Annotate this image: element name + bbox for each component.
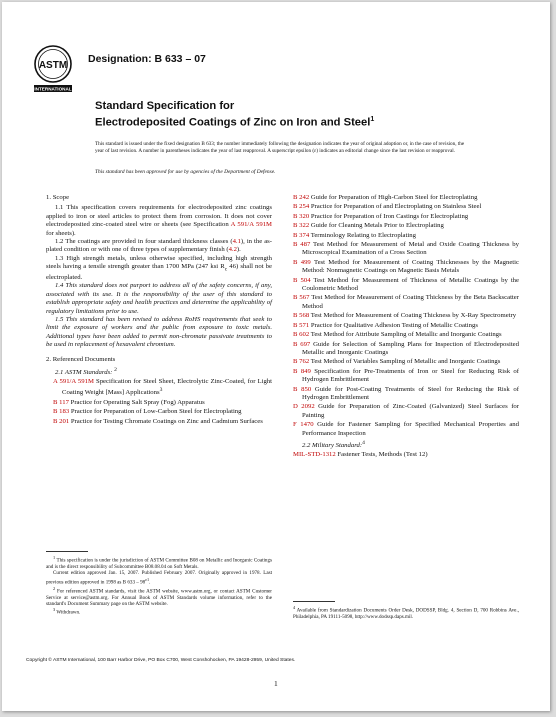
reference-item: F 1470 Guide for Fastener Sampling for Specified Mechanical Properties and Performance Inspection bbox=[293, 421, 519, 437]
reference-item: B 602 Test Method for Attribute Sampling of Metallic and Inorganic Coatings bbox=[293, 331, 502, 339]
page-title bbox=[95, 99, 515, 130]
reference-item: MIL-STD-1312 Fastener Tests, Methods (Test 12) bbox=[293, 450, 428, 458]
reference-link[interactable]: B 697 bbox=[293, 340, 311, 348]
reference-link[interactable]: B 849 bbox=[293, 367, 311, 375]
page-number: 1 bbox=[274, 679, 278, 688]
reference-item: B 320 Practice for Preparation of Iron Castings for Electroplating bbox=[293, 212, 469, 220]
reference-link[interactable]: B 374 bbox=[293, 231, 310, 239]
reference-item: B 849 Specification for Pre-Treatments of Iron or Steel for Reducing Risk of Hydrogen Embrittlement bbox=[293, 367, 519, 384]
reference-link[interactable]: D 2092 bbox=[293, 403, 315, 411]
footnote-1: $^1$ This specification is under the jurisdiction of ASTM Committee B08 on Metallic and Inorganic Coatings and is the direct responsibility of Subcommittee B08.08.04 on Soft Metals. bbox=[46, 555, 272, 570]
reference-item: B 322 Guide for Cleaning Metals Prior to Electroplating bbox=[293, 222, 444, 230]
svg-text:ASTM: ASTM bbox=[38, 60, 68, 71]
reference-link[interactable]: B 602 bbox=[293, 331, 310, 339]
paragraph-1-5: 1.5 This standard has been revised to address RoHS requirements that seek to limit the exposure of workers and the public from exposure to toxic metals. Additional types have been added to permit non-chromate passivate treatments to be used in replacement of hexavalent chromium. bbox=[46, 316, 272, 349]
reference-item: B 499 Test Method for Measurement of Coating Thicknesses by the Magnetic Method: Nonmagnetic Coatings on Magnetic Basis Metals bbox=[293, 258, 519, 275]
footnote-divider-right bbox=[293, 601, 335, 602]
section-heading-scope: 1. Scope bbox=[46, 194, 70, 201]
footnote-1-edition: Current edition approved Jan. 15, 2007. Published February 2007. Originally approved in 1978. Last previous edition approved in 1998 as B $633 - 98^{\varepsilon 1}$. bbox=[46, 570, 272, 586]
military-standard-heading: 2.2 Military Standard:$^4$ bbox=[302, 439, 365, 450]
copyright-line: Copyright © ASTM International, 100 Barr Harbor Drive, PO Box C700, West Conshohocken, PA 19428-2959, United States. bbox=[26, 658, 296, 663]
reference-item: B 201 Practice for Testing Chromate Coatings on Zinc and Cadmium Surfaces bbox=[53, 417, 263, 425]
reference-item: B 374 Terminology Relating to Electroplating bbox=[293, 231, 416, 239]
paragraph-1-2: 1.2 The coatings are provided in four standard thickness classes (4.1), in the as-plated condition or with one of three types of supplementary finish (4.2). bbox=[46, 238, 272, 254]
reference-link[interactable]: A 591/A 591M bbox=[53, 377, 94, 385]
reference-item: B 571 Practice for Qualitative Adhesion Testing of Metallic Coatings bbox=[293, 321, 478, 329]
reference-item: B 117 Practice for Operating Salt Spray (Fog) Apparatus bbox=[53, 398, 205, 406]
footnote-divider bbox=[46, 551, 88, 552]
right-reference-list bbox=[293, 194, 519, 438]
standard-notice: This standard is issued under the fixed designation B 633; the number immediately following the designation indicates the year of original adoption or, in the case of revision, the year of last revision. A number in parentheses indicates the year of last reapproval. A superscript epsilon (ε) indicates an editorial change since the last revision or reapproval. bbox=[95, 141, 465, 154]
reference-item: D 2092 Guide for Preparation of Zinc-Coated (Galvanized) Steel Surfaces for Painting bbox=[293, 403, 519, 419]
paragraph-1-1: 1.1 This specification covers requirements for electrodeposited zinc coatings applied to iron or steel articles to protect them from corrosion. It does not cover electrodeposited zinc-coated steel wire or sheets (see Specification A 591/A 591M for sheets). bbox=[46, 204, 272, 237]
reference-item: B 183 Practice for Preparation of Low-Carbon Steel for Electroplating bbox=[53, 408, 242, 416]
reference-link[interactable]: B 487 bbox=[293, 241, 311, 249]
left-reference-list bbox=[46, 378, 272, 426]
dod-approval-note: This standard has been approved for use by agencies of the Department of Defense. bbox=[95, 169, 276, 175]
reference-link[interactable]: B 117 bbox=[53, 398, 69, 406]
reference-item: B 504 Test Method for Measurement of Thickness of Metallic Coatings by the Coulometric Method bbox=[293, 276, 519, 293]
title-footnote-mark: 1 bbox=[370, 116, 375, 123]
left-column bbox=[46, 194, 272, 427]
document-page bbox=[2, 2, 550, 711]
title-line-2: Electrodeposited Coatings of Zinc on Iron and Steel$^1$ bbox=[95, 116, 375, 129]
right-column bbox=[293, 194, 519, 460]
footnote-4: $^4$ Available from Standardization Documents Order Desk, DODSSP, Bldg. 4, Section D, 700 Robbins Ave., Philadelphia, PA 19111-5098, http://www.dodssp.daps.mil. bbox=[293, 605, 519, 620]
link-section-4-2[interactable]: 4.2 bbox=[228, 246, 237, 254]
reference-item: B 242 Guide for Preparation of High-Carbon Steel for Electroplating bbox=[293, 194, 478, 201]
astm-logo-icon bbox=[31, 43, 75, 97]
footnotes-left bbox=[46, 555, 272, 616]
paragraph-1-4: 1.4 This standard does not purport to address all of the safety concerns, if any, associated with its use. It is the responsibility of the user of this standard to establish appropriate safety and health practices and determine the applicability of regulatory limitations prior to use. bbox=[46, 282, 272, 315]
footnote-2: $^2$ For referenced ASTM standards, visit the ASTM website, www.astm.org, or contact ASTM Customer Service at service@astm.org. For Annual Book of ASTM Standards volume information, refer to the standard's Document Summary page on the ASTM website. bbox=[46, 585, 272, 607]
logo-text: INTERNATIONAL bbox=[34, 86, 72, 92]
reference-link[interactable]: B 568 bbox=[293, 312, 310, 320]
designation: Designation: B 633 – 07 bbox=[88, 53, 206, 65]
reference-item: B 762 Test Method of Variables Sampling of Metallic and Inorganic Coatings bbox=[293, 358, 501, 366]
reference-link[interactable]: B 571 bbox=[293, 321, 310, 329]
title-line-1: Standard Specification for bbox=[95, 100, 235, 112]
reference-item: B 254 Practice for Preparation of and Electroplating on Stainless Steel bbox=[293, 203, 482, 211]
reference-link[interactable]: B 320 bbox=[293, 212, 310, 220]
reference-link[interactable]: B 254 bbox=[293, 203, 310, 211]
reference-item: B 850 Guide for Post-Coating Treatments of Steel for Reducing the Risk of Hydrogen Embrittlement bbox=[293, 385, 519, 401]
reference-link[interactable]: B 201 bbox=[53, 417, 70, 425]
reference-link[interactable]: B 183 bbox=[53, 408, 70, 416]
astm-standards-heading: 2.1 ASTM Standards: $^2$ bbox=[55, 367, 117, 377]
link-section-4-1[interactable]: 4.1 bbox=[232, 238, 241, 246]
reference-link[interactable]: B 504 bbox=[293, 276, 311, 284]
reference-link[interactable]: B 242 bbox=[293, 194, 310, 201]
link-a591[interactable]: A 591/A 591M bbox=[230, 221, 272, 229]
reference-link[interactable]: F 1470 bbox=[293, 421, 314, 429]
reference-item: B 697 Guide for Selection of Sampling Plans for Inspection of Electrodeposited Metallic and Inorganic Coatings bbox=[293, 340, 519, 356]
reference-link[interactable]: B 499 bbox=[293, 258, 311, 266]
paragraph-1-3: 1.3 High strength metals, unless otherwise specified, including high strength steels having a tensile strength greater than 1700 MPa (247 ksi $R_c$ 46) shall not be electroplated. bbox=[46, 254, 272, 281]
reference-item: B 567 Test Method for Measurement of Coating Thickness by the Beta Backscatter Method bbox=[293, 294, 519, 310]
reference-item: B 568 Test Method for Measurement of Coating Thickness by X-Ray Spectrometry bbox=[293, 312, 517, 320]
reference-item: A 591/A 591M Specification for Steel Sheet, Electrolytic Zinc-Coated, for Light Coating Weight [Mass] Applications$^3$ bbox=[53, 377, 272, 397]
footnote-3: $^3$ Withdrawn. bbox=[53, 607, 81, 616]
reference-link[interactable]: B 322 bbox=[293, 222, 310, 230]
reference-link[interactable]: MIL-STD-1312 bbox=[293, 450, 336, 458]
reference-link[interactable]: B 762 bbox=[293, 358, 310, 366]
section-heading-referenced-documents: 2. Referenced Documents bbox=[46, 355, 116, 363]
reference-item: B 487 Test Method for Measurement of Metal and Oxide Coating Thickness by Microscopical Examination of a Cross Section bbox=[293, 241, 519, 257]
reference-link[interactable]: B 567 bbox=[293, 294, 310, 302]
reference-link[interactable]: B 850 bbox=[293, 385, 312, 393]
